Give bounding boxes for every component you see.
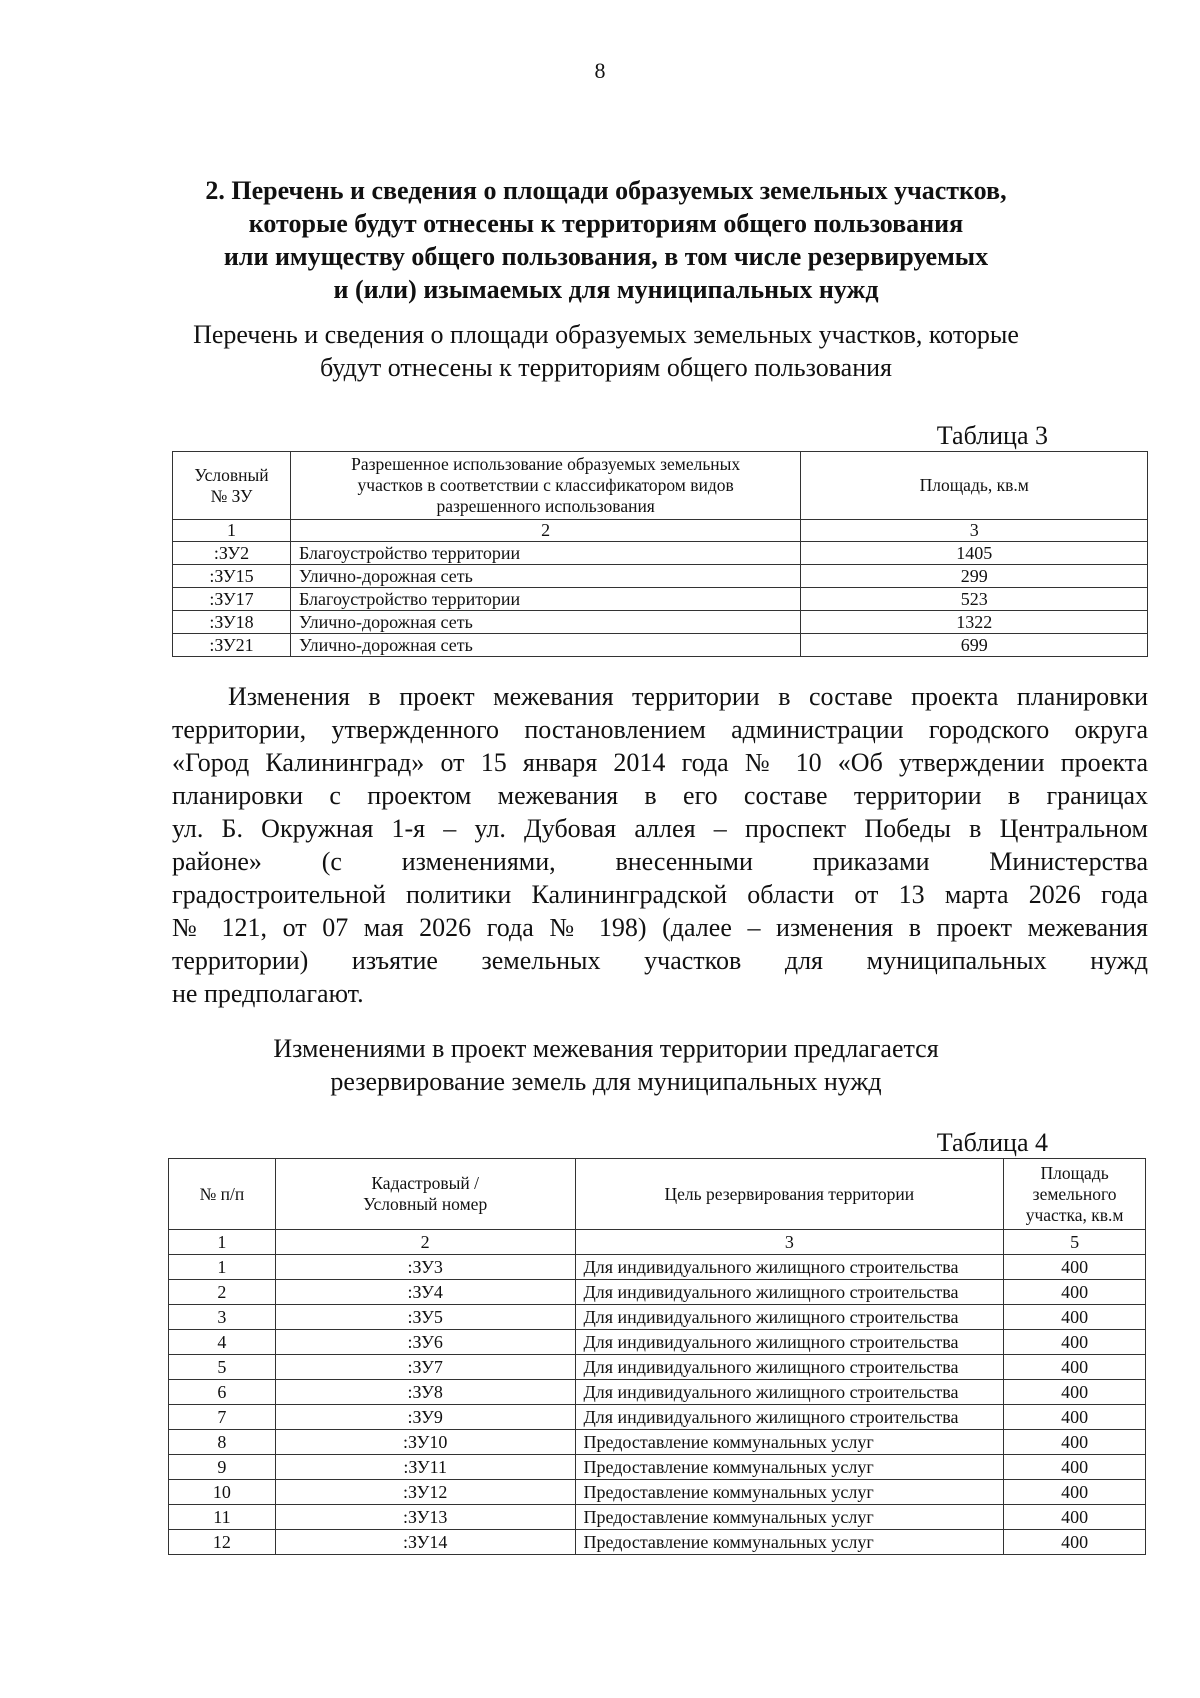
paragraph-line: территории, утвержденного постановлением администрации городского округа xyxy=(172,715,1148,744)
section-heading-line: 2. Перечень и сведения о площади образуемых земельных участков, xyxy=(205,176,1007,205)
table3-caption: Таблица 3 xyxy=(936,421,1048,450)
area-cell: 400 xyxy=(1004,1405,1146,1430)
plot-id-cell: :ЗУ4 xyxy=(275,1280,575,1305)
row-number-cell: 3 xyxy=(169,1305,276,1330)
header-cell-area: Площадь земельного участка, кв.м xyxy=(1004,1159,1146,1230)
purpose-cell: Для индивидуального жилищного строительства xyxy=(575,1330,1004,1355)
table-row xyxy=(169,1455,1146,1480)
table-header-row xyxy=(173,452,1148,520)
plot-id-cell: :ЗУ8 xyxy=(275,1380,575,1405)
subheading-line: Перечень и сведения о площади образуемых земельных участков, которые xyxy=(193,320,1019,349)
row-number-cell: 5 xyxy=(169,1355,276,1380)
purpose-cell: Для индивидуального жилищного строительства xyxy=(575,1280,1004,1305)
subheading-line: Изменениями в проект межевания территории предлагается xyxy=(273,1034,939,1063)
purpose-cell: Для индивидуального жилищного строительства xyxy=(575,1355,1004,1380)
row-number-cell: 11 xyxy=(169,1505,276,1530)
area-cell: 299 xyxy=(801,565,1148,588)
area-cell: 400 xyxy=(1004,1480,1146,1505)
row-number-cell: 2 xyxy=(169,1280,276,1305)
table-row xyxy=(173,634,1148,657)
header-cell-index: № п/п xyxy=(169,1159,276,1230)
header-cell-cadastral: Кадастровый / Условный номер xyxy=(275,1159,575,1230)
plot-id-cell: :ЗУ14 xyxy=(275,1530,575,1555)
usage-cell: Благоустройство территории xyxy=(290,588,800,611)
table-row xyxy=(169,1505,1146,1530)
header-cell-purpose: Цель резервирования территории xyxy=(575,1159,1004,1230)
row-number-cell: 4 xyxy=(169,1330,276,1355)
table-row xyxy=(169,1280,1146,1305)
plot-id-cell: :ЗУ18 xyxy=(173,611,291,634)
area-cell: 400 xyxy=(1004,1430,1146,1455)
index-cell: 1 xyxy=(169,1230,276,1255)
paragraph-line: Изменения в проект межевания территории в составе проекта планировки xyxy=(228,682,1148,711)
purpose-cell: Предоставление коммунальных услуг xyxy=(575,1530,1004,1555)
paragraph-line: не предполагают. xyxy=(172,979,364,1008)
row-number-cell: 10 xyxy=(169,1480,276,1505)
paragraph-line: планировки с проектом межевания в его составе территории в границах xyxy=(172,781,1148,810)
plot-id-cell: :ЗУ12 xyxy=(275,1480,575,1505)
usage-cell: Улично-дорожная сеть xyxy=(290,634,800,657)
header-cell-area: Площадь, кв.м xyxy=(801,452,1148,520)
plot-id-cell: :ЗУ10 xyxy=(275,1430,575,1455)
area-cell: 699 xyxy=(801,634,1148,657)
plot-id-cell: :ЗУ2 xyxy=(173,542,291,565)
plot-id-cell: :ЗУ5 xyxy=(275,1305,575,1330)
table-row xyxy=(169,1530,1146,1555)
table-header-row xyxy=(169,1159,1146,1230)
area-cell: 400 xyxy=(1004,1305,1146,1330)
subheading-line: будут отнесены к территориям общего пользования xyxy=(320,353,892,382)
table3-subheading xyxy=(160,318,1052,384)
area-cell: 400 xyxy=(1004,1255,1146,1280)
section-heading-line: и (или) изымаемых для муниципальных нужд xyxy=(333,275,879,304)
header-cell-number: Условный № ЗУ xyxy=(173,452,291,520)
table-row xyxy=(169,1355,1146,1380)
plot-id-cell: :ЗУ11 xyxy=(275,1455,575,1480)
purpose-cell: Для индивидуального жилищного строительства xyxy=(575,1405,1004,1430)
index-cell: 2 xyxy=(275,1230,575,1255)
paragraph-line: «Город Калининград» от 15 января 2014 года № 10 «Об утверждении проекта xyxy=(172,748,1148,777)
area-cell: 400 xyxy=(1004,1355,1146,1380)
plot-id-cell: :ЗУ17 xyxy=(173,588,291,611)
area-cell: 400 xyxy=(1004,1530,1146,1555)
row-number-cell: 7 xyxy=(169,1405,276,1430)
page-number: 8 xyxy=(594,58,606,83)
purpose-cell: Предоставление коммунальных услуг xyxy=(575,1430,1004,1455)
area-cell: 400 xyxy=(1004,1505,1146,1530)
purpose-cell: Предоставление коммунальных услуг xyxy=(575,1505,1004,1530)
table-row xyxy=(173,565,1148,588)
section-heading xyxy=(160,174,1052,306)
area-cell: 1322 xyxy=(801,611,1148,634)
table-row xyxy=(169,1380,1146,1405)
usage-cell: Благоустройство территории xyxy=(290,542,800,565)
subheading-line: резервирование земель для муниципальных нужд xyxy=(330,1067,882,1096)
section-heading-line: которые будут отнесены к территориям общего пользования xyxy=(248,209,964,238)
row-number-cell: 12 xyxy=(169,1530,276,1555)
area-cell: 400 xyxy=(1004,1455,1146,1480)
table3 xyxy=(172,451,1148,657)
index-cell: 3 xyxy=(801,520,1148,542)
purpose-cell: Для индивидуального жилищного строительства xyxy=(575,1380,1004,1405)
row-number-cell: 6 xyxy=(169,1380,276,1405)
purpose-cell: Для индивидуального жилищного строительства xyxy=(575,1305,1004,1330)
table-row xyxy=(173,542,1148,565)
index-cell: 5 xyxy=(1004,1230,1146,1255)
area-cell: 1405 xyxy=(801,542,1148,565)
table-row xyxy=(169,1255,1146,1280)
plot-id-cell: :ЗУ7 xyxy=(275,1355,575,1380)
paragraph-line: градостроительной политики Калининградской области от 13 марта 2026 года xyxy=(172,880,1148,909)
paragraph-line: № 121, от 07 мая 2026 года № 198) (далее – изменения в проект межевания xyxy=(172,913,1148,942)
usage-cell: Улично-дорожная сеть xyxy=(290,565,800,588)
plot-id-cell: :ЗУ6 xyxy=(275,1330,575,1355)
body-paragraph xyxy=(172,680,1148,1010)
usage-cell: Улично-дорожная сеть xyxy=(290,611,800,634)
plot-id-cell: :ЗУ21 xyxy=(173,634,291,657)
table-row xyxy=(169,1405,1146,1430)
table-index-row xyxy=(169,1230,1146,1255)
plot-id-cell: :ЗУ3 xyxy=(275,1255,575,1280)
plot-id-cell: :ЗУ13 xyxy=(275,1505,575,1530)
table-row xyxy=(173,611,1148,634)
area-cell: 400 xyxy=(1004,1380,1146,1405)
header-cell-usage: Разрешенное использование образуемых земельных участков в соответствии с классификатором видов разрешенного использования xyxy=(290,452,800,520)
table-row xyxy=(169,1480,1146,1505)
index-cell: 3 xyxy=(575,1230,1004,1255)
plot-id-cell: :ЗУ9 xyxy=(275,1405,575,1430)
section-heading-line: или имуществу общего пользования, в том числе резервируемых xyxy=(223,242,989,271)
plot-id-cell: :ЗУ15 xyxy=(173,565,291,588)
paragraph-line: районе» (с изменениями, внесенными приказами Министерства xyxy=(172,847,1148,876)
purpose-cell: Предоставление коммунальных услуг xyxy=(575,1480,1004,1505)
table-index-row xyxy=(173,520,1148,542)
index-cell: 1 xyxy=(173,520,291,542)
index-cell: 2 xyxy=(290,520,800,542)
table-row xyxy=(169,1305,1146,1330)
area-cell: 400 xyxy=(1004,1330,1146,1355)
table4-subheading xyxy=(160,1032,1052,1098)
area-cell: 523 xyxy=(801,588,1148,611)
table-row xyxy=(173,588,1148,611)
area-cell: 400 xyxy=(1004,1280,1146,1305)
table-row xyxy=(169,1430,1146,1455)
table4 xyxy=(168,1158,1146,1555)
table-row xyxy=(169,1330,1146,1355)
paragraph-line: территории) изъятие земельных участков для муниципальных нужд xyxy=(172,946,1148,975)
purpose-cell: Для индивидуального жилищного строительства xyxy=(575,1255,1004,1280)
row-number-cell: 9 xyxy=(169,1455,276,1480)
table4-caption: Таблица 4 xyxy=(936,1128,1048,1157)
purpose-cell: Предоставление коммунальных услуг xyxy=(575,1455,1004,1480)
row-number-cell: 8 xyxy=(169,1430,276,1455)
paragraph-line: ул. Б. Окружная 1-я – ул. Дубовая аллея – проспект Победы в Центральном xyxy=(172,814,1148,843)
row-number-cell: 1 xyxy=(169,1255,276,1280)
